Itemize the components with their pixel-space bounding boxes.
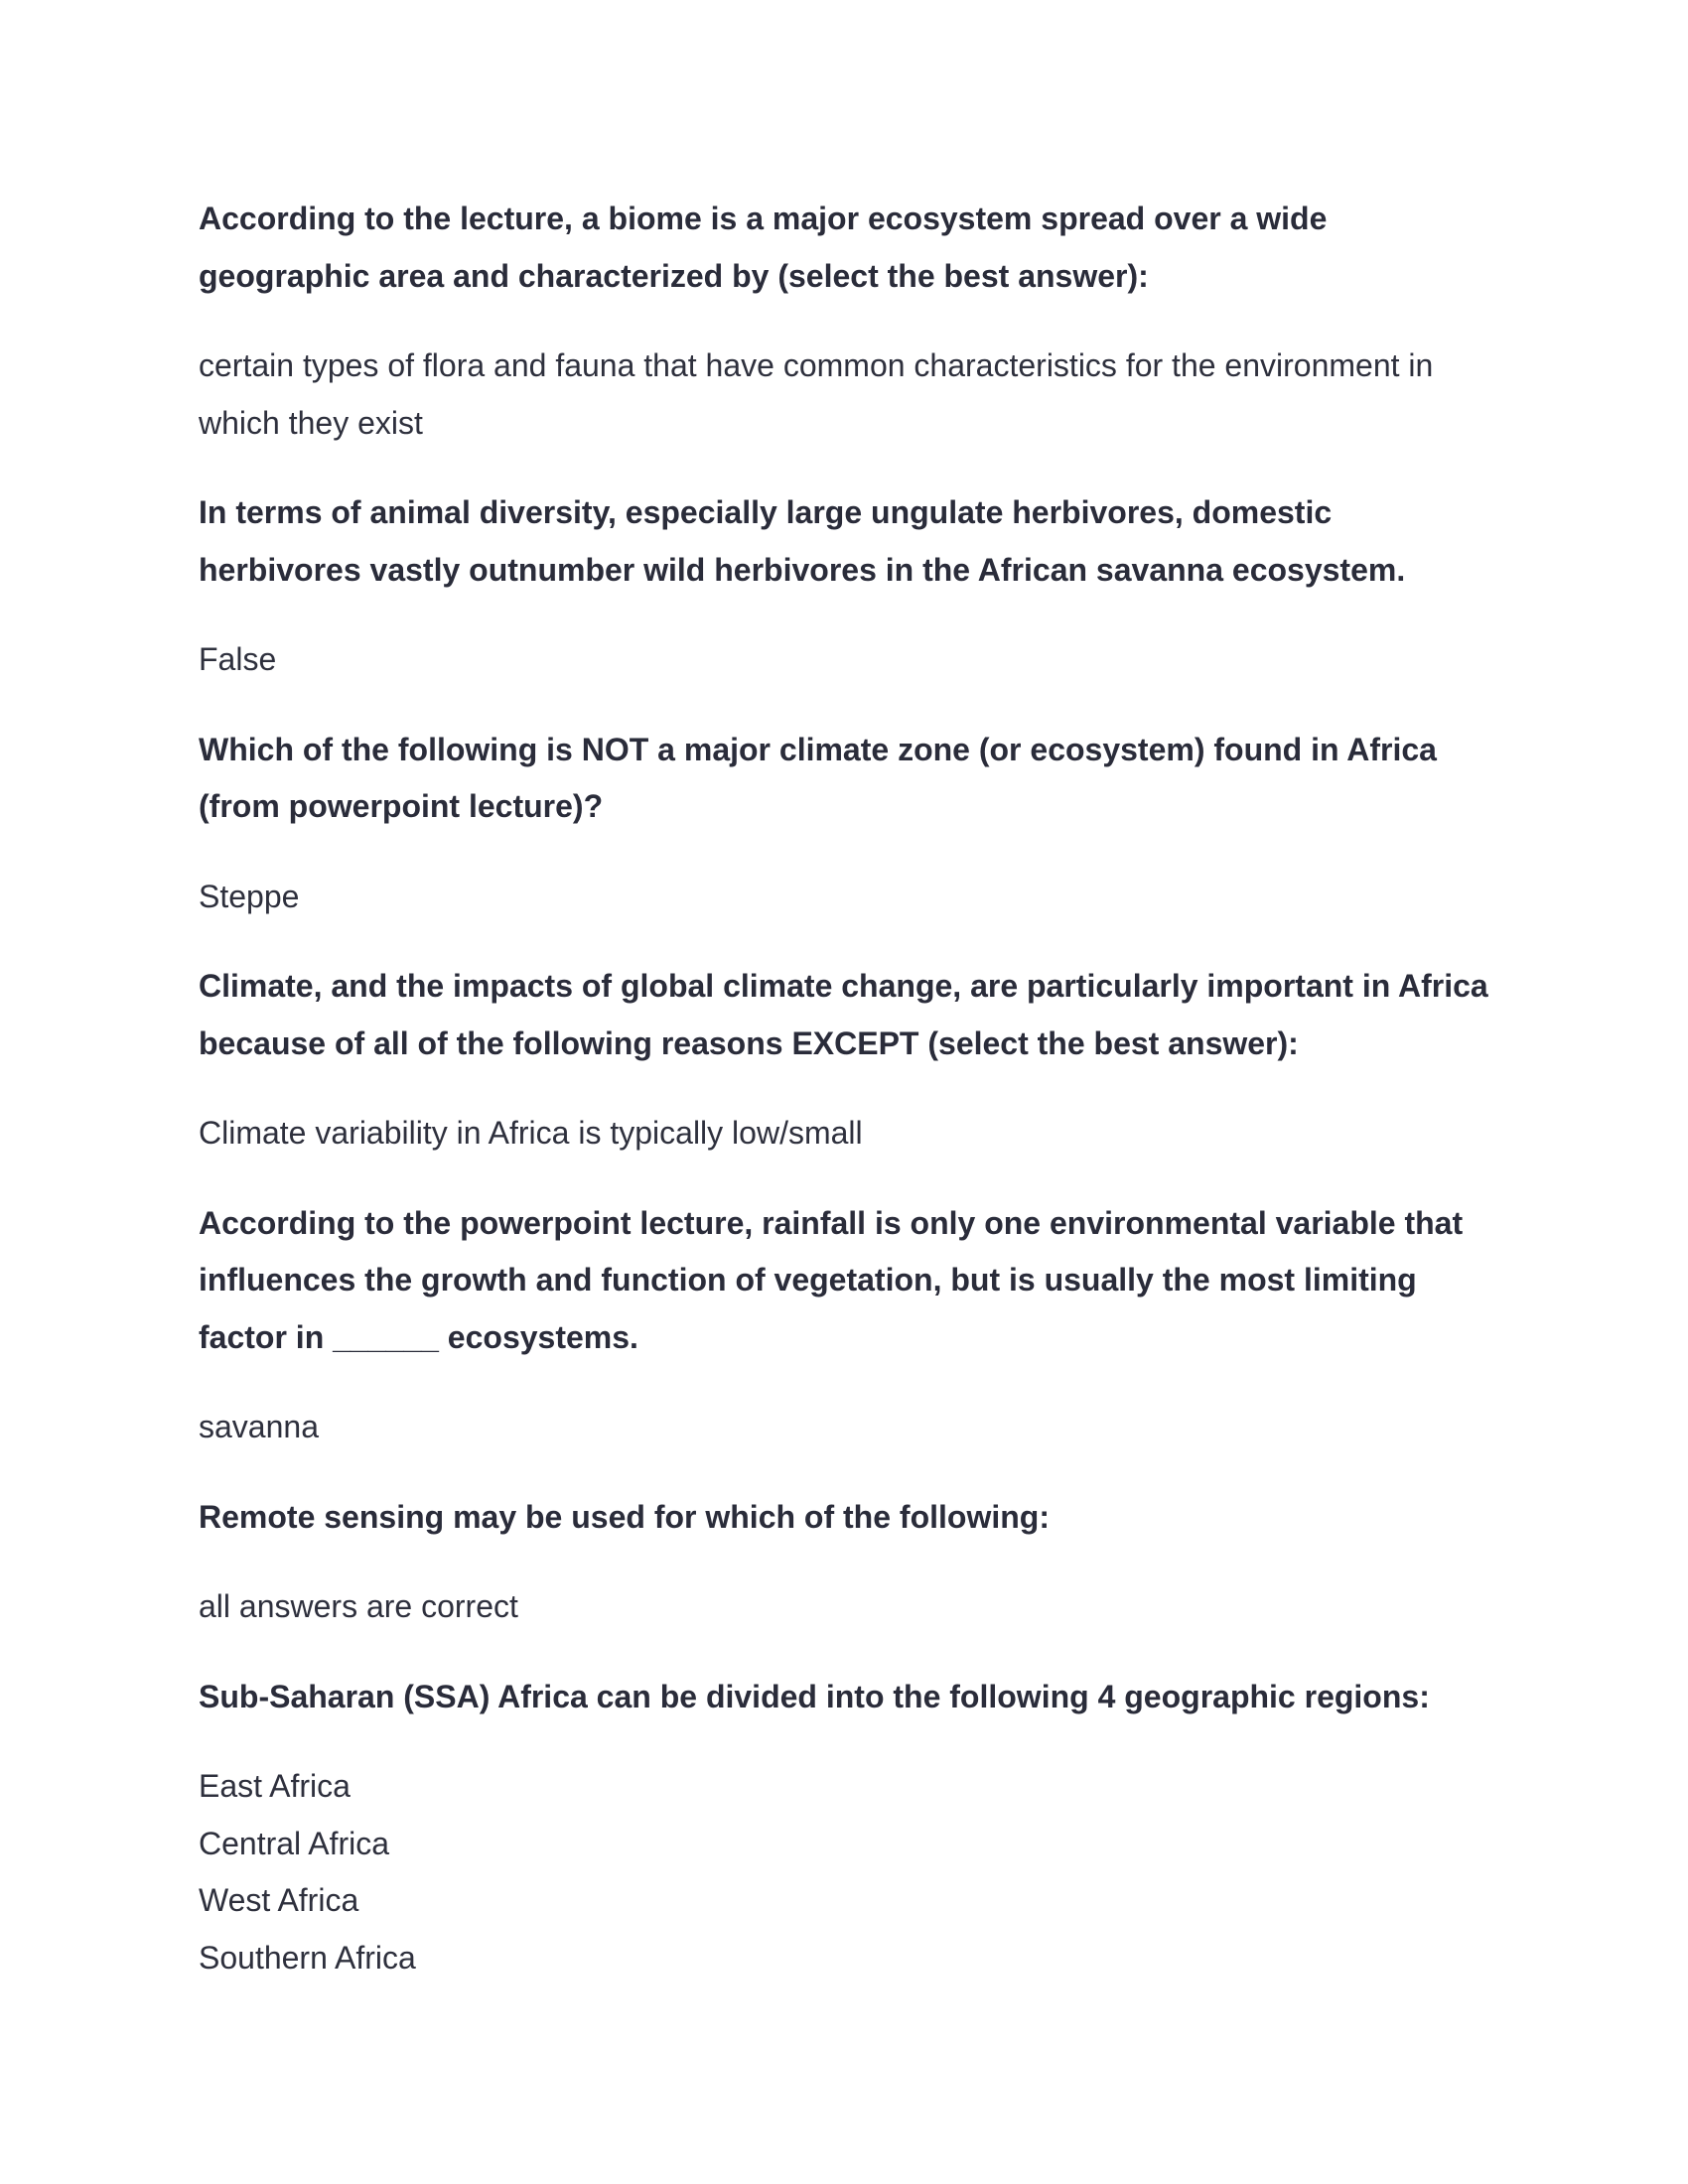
answer-list-item: West Africa <box>199 1882 359 1918</box>
answer-text: all answers are correct <box>199 1588 518 1624</box>
qa-item-regions <box>199 1669 1499 1987</box>
answer-list-item: Southern Africa <box>199 1939 416 1976</box>
qa-item-remote-sensing <box>199 1489 1499 1636</box>
answer-text: Climate variability in Africa is typically low/small <box>199 1115 863 1151</box>
qa-item-rainfall <box>199 1195 1499 1456</box>
answer-text: False <box>199 641 277 677</box>
quiz-document <box>199 191 1499 1986</box>
answer-list-item: East Africa <box>199 1768 351 1804</box>
question-text: Which of the following is NOT a major climate zone (or ecosystem) found in Africa (from powerpoint lecture)? <box>199 731 1437 824</box>
qa-item-climate-zone <box>199 722 1499 926</box>
question-text: In terms of animal diversity, especially large ungulate herbivores, domestic herbivores vastly outnumber wild herbivores in the African savanna ecosystem. <box>199 494 1406 588</box>
answer-list <box>199 1758 1499 1986</box>
answer-text: savanna <box>199 1409 319 1444</box>
qa-item-biome <box>199 191 1499 452</box>
qa-item-climate-change <box>199 958 1499 1162</box>
answer-list-item: Central Africa <box>199 1825 390 1861</box>
answer-text: Steppe <box>199 878 300 914</box>
question-text: Climate, and the impacts of global climate change, are particularly important in Africa because of all of the following reasons EXCEPT (select the best answer): <box>199 968 1488 1061</box>
question-text: Sub-Saharan (SSA) Africa can be divided into the following 4 geographic regions: <box>199 1678 1430 1714</box>
question-text: According to the powerpoint lecture, rainfall is only one environmental variable that influences the growth and function of vegetation, but is usually the most limiting factor in ______ ecosystems. <box>199 1204 1464 1355</box>
qa-item-herbivores <box>199 484 1499 689</box>
question-text: Remote sensing may be used for which of the following: <box>199 1498 1050 1535</box>
question-text: According to the lecture, a biome is a major ecosystem spread over a wide geographic area and characterized by (select the best answer): <box>199 201 1328 294</box>
answer-text: certain types of flora and fauna that have common characteristics for the environment in which they exist <box>199 347 1434 441</box>
